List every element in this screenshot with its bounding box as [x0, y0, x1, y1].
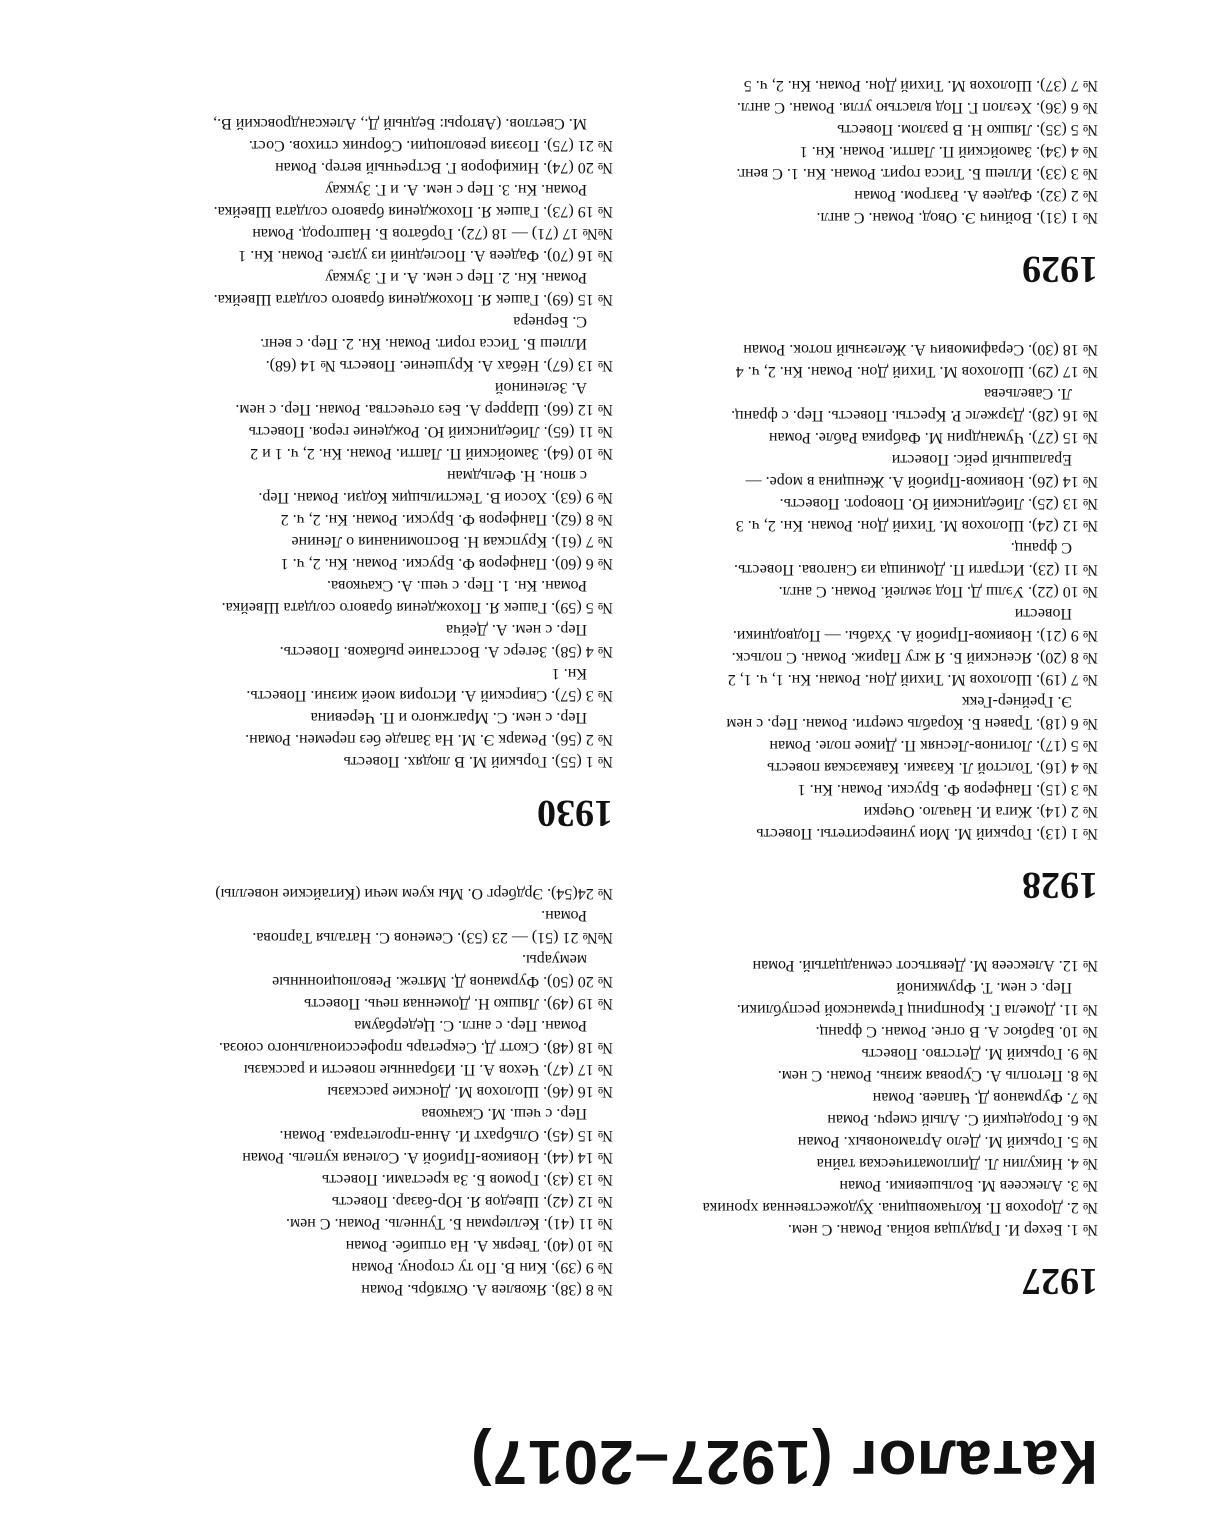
year-heading: 1927: [1022, 1260, 1098, 1302]
catalog-entry: № 16 (46). Шолохов М. Донские рассказы: [327, 1083, 613, 1100]
page-title: Каталог (1927–2017): [469, 1427, 1098, 1496]
catalog-entry: Роман. Кн. 1. Пер. с чеш. А. Скачкова.: [326, 577, 587, 594]
catalog-entry: № 15 (27). Чумандрин М. Фабрика Рабле. Роман: [768, 429, 1098, 446]
catalog-entry: № 21 (75). Поэзия революции. Сборник стихов. Сост.: [248, 137, 613, 154]
catalog-entry: № 15 (45). Ольбрахт И. Анна-пролетарка. Роман.: [279, 1127, 613, 1144]
catalog-entry: Пер. с нем. Т. Фрумкиной: [896, 979, 1072, 996]
catalog-entry: № 17 (29). Шолохов М. Тихий Дон. Роман. Кн. 2, ч. 4: [735, 363, 1098, 380]
catalog-entry: № 9 (39). Кин В. По ту сторону. Роман: [351, 1259, 613, 1276]
catalog-entry: № 3 (57). Свирский А. История моей жизни. Повесть.: [246, 687, 613, 704]
catalog-entry: № 8 (20). Ясенский Б. Я жгу Париж. Роман. С польск.: [731, 649, 1098, 666]
catalog-list: [93, 112, 613, 772]
year-heading: 1929: [1022, 248, 1098, 290]
catalog-entry: № 12 (66). Шаррер А. Без отечества. Роман. Пер. с нем.: [235, 401, 613, 418]
catalog-entry: № 13 (25). Либединский Ю. Поворот. Повесть.: [779, 495, 1098, 512]
catalog-entry: № 1 (13). Горький М. Мои университеты. Повесть: [756, 825, 1098, 842]
catalog-entry: № 6 (36). Хезлоп Г. Под властью угля. Роман. С англ.: [736, 99, 1098, 116]
catalog-entry: № 11. Домела Г. Кронпринц Германской республики.: [736, 1001, 1098, 1018]
catalog-entry: № 19 (73). Гашек Я. Похождения бравого солдата Швейка.: [213, 203, 613, 220]
catalog-entry: № 14 (26). Новиков-Прибой А. Женщина в море. —: [745, 473, 1098, 490]
catalog-list: [598, 338, 1098, 844]
catalog-entry: № 19 (49). Ляшко Н. Доменная печь. Повесть: [304, 995, 613, 1012]
year-section: [598, 74, 1098, 288]
catalog-entry: № 5 (59). Гашек Я. Похождения бравого солдата Швейка.: [221, 599, 613, 616]
catalog-entry: № 5. Горький М. Дело Артамоновых. Роман: [797, 1133, 1098, 1150]
catalog-entry: С. Бернера: [513, 313, 587, 330]
left-column: [598, 24, 1098, 1300]
catalog-list: [93, 882, 613, 1300]
catalog-entry: Э. Грейнер-Гекк: [961, 693, 1072, 710]
catalog-entry: № 3. Алексеев М. Большевики. Роман: [839, 1177, 1098, 1194]
catalog-entry: № 2 (56). Ремарк Э. М. На Западе без перемен. Роман.: [245, 731, 613, 748]
catalog-entry: № 8. Петопль А. Суровая жизнь. Роман. С нем.: [777, 1067, 1098, 1084]
catalog-entry: М. Светлов. (Авторы: Бедный Д., Александровский В.,: [213, 115, 587, 132]
catalog-entry: № 4 (34). Замойский П. Лапти. Роман. Кн. 1: [799, 143, 1098, 160]
catalog-list: [598, 74, 1098, 228]
catalog-entry: № 18 (48). Скотт Д. Секретарь профессионального союза.: [218, 1039, 613, 1056]
catalog-entry: № 16 (28). Дэржелс Р. Кресты. Повесть. Пер. с франц.: [731, 407, 1098, 424]
catalog-entry: Роман. Кн. 2. Пер с нем. А. и Г. Зуккау: [325, 269, 587, 286]
catalog-entry: А. Зелениной: [494, 379, 587, 396]
catalog-list: [598, 954, 1098, 1240]
catalog-entry: № 13 (67). Нёбах А. Крушение. Повесть № 14 (68).: [265, 357, 613, 374]
catalog-entry: № 15 (69). Гашек Я. Похождения бравого солдата Швейка.: [213, 291, 613, 308]
catalog-entry: № 6 (18). Травен Б. Корабль смерти. Роман. Пер. с нем: [726, 715, 1098, 732]
year-section: [93, 112, 613, 832]
catalog-entry: Иллеш Б. Тисса горит. Роман. Кн. 2. Пер. с венг.: [260, 335, 587, 352]
catalog-entry: № 2. Дорохов П. Колчаковщина. Художественная хроника: [702, 1199, 1098, 1216]
catalog-entry: Л. Савельева: [983, 385, 1072, 402]
catalog-entry: № 1 (55). Горький М. В людях. Повесть: [343, 753, 613, 770]
catalog-entry: № 12. Алексеев М. Девятьсот семнадцатый. Роман: [752, 957, 1098, 974]
catalog-entry: № 2 (32). Фадеев А. Разгром. Роман: [854, 187, 1098, 204]
catalog-entry: №№ 17 (71) — 18 (72). Горбатов Б. Нашгород. Роман: [252, 225, 613, 242]
catalog-entry: № 7 (61). Крупская Н. Воспоминания о Ленине: [291, 533, 613, 550]
catalog-entry: № 7. Фурманов Д. Чапаев. Роман: [872, 1089, 1098, 1106]
catalog-entry: № 2 (14). Жига И. Начало. Очерки: [863, 803, 1098, 820]
catalog-entry: № 24(54). Эрдберг О. Мы куем мечи (Китайские новеллы): [215, 885, 613, 902]
year-section: [598, 954, 1098, 1300]
catalog-entry: № 4 (16). Толстой Л. Казаки. Кавказская повесть: [767, 759, 1098, 776]
catalog-entry: № 5 (17). Логинов-Лесняк П. Дикое поле. Роман: [769, 737, 1098, 754]
catalog-entry: № 3 (33). Иллеш Б. Тисса горит. Роман. Кн. 1. С венг.: [736, 165, 1098, 182]
catalog-entry: № 3 (15). Панферов Ф. Бруски. Роман. Кн. 1: [797, 781, 1098, 798]
catalog-entry: № 13 (43). Громов Б. За крестами. Повесть: [321, 1171, 613, 1188]
catalog-entry: № 6. Городецкий С. Алый смерч. Роман: [827, 1111, 1098, 1128]
catalog-entry: № 9 (21). Новиков-Прибой А. Ухабы. — Подводники.: [732, 627, 1098, 644]
catalog-entry: № 12 (24). Шолохов М. Тихий Дон. Роман. Кн. 2, ч. 3: [735, 517, 1098, 534]
year-section: [93, 882, 613, 1300]
catalog-entry: № 11 (41). Келлерман Б. Туннель. Роман. С нем.: [285, 1215, 613, 1232]
catalog-entry: № 8 (38). Яковлев А. Октябрь. Роман: [361, 1281, 613, 1298]
catalog-entry: С франц.: [1010, 539, 1072, 556]
right-column: [93, 62, 613, 1300]
catalog-entry: с япон. Н. Фельдман: [447, 467, 587, 484]
catalog-entry: № 1. Бехер И. Грядущая война. Роман. С нем.: [787, 1221, 1098, 1238]
catalog-entry: № 9. Горький М. Детство. Повесть: [861, 1045, 1098, 1062]
catalog-entry: № 8 (62). Панферов Ф. Бруски. Роман. Кн. 2, ч. 2: [280, 511, 613, 528]
catalog-entry: Роман.: [541, 907, 587, 924]
catalog-entry: № 11 (65). Либединский Ю. Рождение героя. Повесть: [248, 423, 613, 440]
catalog-entry: № 4. Никулин Л. Дипломатическая тайна: [816, 1155, 1098, 1172]
catalog-entry: мемуары.: [522, 951, 587, 968]
year-section: [598, 338, 1098, 904]
catalog-entry: № 7 (37). Шолохов М. Тихий Дон. Роман. Кн. 2, ч. 5: [743, 77, 1098, 94]
catalog-entry: Роман. Пер. с англ. С. Цедербаума: [354, 1017, 587, 1034]
catalog-entry: № 16 (70). Фадеев А. Последний из удэге. Роман. Кн. 1: [238, 247, 613, 264]
catalog-entry: Повести: [1014, 605, 1072, 622]
catalog-entry: № 9 (63). Хосои В. Текстильщик Кодзи. Роман. Пер.: [258, 489, 613, 506]
catalog-entry: № 20 (50). Фурманов Д. Мятеж. Революционнные: [272, 973, 613, 990]
catalog-entry: № 18 (30). Серафимович А. Железный поток. Роман: [743, 341, 1098, 358]
catalog-entry: Пер. с нем. С. Мрагжного и П. Черевина: [310, 709, 587, 726]
catalog-entry: № 10 (40). Тверяк А. На отшибе. Роман: [345, 1237, 613, 1254]
catalog-entry: № 20 (74). Никифоров Г. Встречный ветер. Роман: [275, 159, 613, 176]
catalog-entry: № 14 (44). Новиков-Прибой А. Соленая купель. Роман: [242, 1149, 613, 1166]
catalog-entry: №№ 21 (51) — 23 (53). Семенов С. Наталья Тарпова.: [252, 929, 613, 946]
year-heading: 1928: [1022, 864, 1098, 906]
year-heading: 1930: [537, 792, 613, 834]
catalog-entry: Пер. с нем. А. Дейча: [445, 621, 587, 638]
catalog-entry: Кн. 1: [551, 665, 587, 682]
catalog-entry: № 12 (42). Шведов Я. Юр-базар. Повесть: [331, 1193, 613, 1210]
catalog-entry: № 10 (22). Уэлш Д. Под землей. Роман. С англ.: [778, 583, 1098, 600]
catalog-entry: № 7 (19). Шолохов М. Тихий Дон. Роман. Кн. 1, ч. 1, 2: [727, 671, 1098, 688]
catalog-entry: № 5 (35). Ляшко Н. В разлом. Повесть: [837, 121, 1098, 138]
catalog-entry: № 10. Барбюс А. В огне. Роман. С франц.: [815, 1023, 1098, 1040]
catalog-entry: № 4 (58). Зегерс А. Восстание рыбаков. Повесть.: [279, 643, 613, 660]
catalog-entry: Пер. с чеш. М. Скачкова: [421, 1105, 587, 1122]
catalog-entry: Ералашный рейс. Повести: [891, 451, 1072, 468]
catalog-entry: № 10 (64). Замойский П. Лапти. Роман. Кн. 2, ч. 1 и 2: [250, 445, 613, 462]
catalog-entry: № 1 (31). Войнич Э. Овод. Роман. С англ.: [816, 209, 1098, 226]
catalog-entry: Роман. Кн. 3. Пер с нем. А. и Г. Зуккау: [325, 181, 587, 198]
catalog-entry: № 6 (60). Панферов Ф. Бруски. Роман. Кн. 2, ч. 1: [280, 555, 613, 572]
catalog-entry: № 17 (47). Чехов А. П. Избранные повести и рассказы: [243, 1061, 613, 1078]
catalog-entry: № 11 (23). Истрати П. Домнища из Снагова. Повесть.: [734, 561, 1098, 578]
